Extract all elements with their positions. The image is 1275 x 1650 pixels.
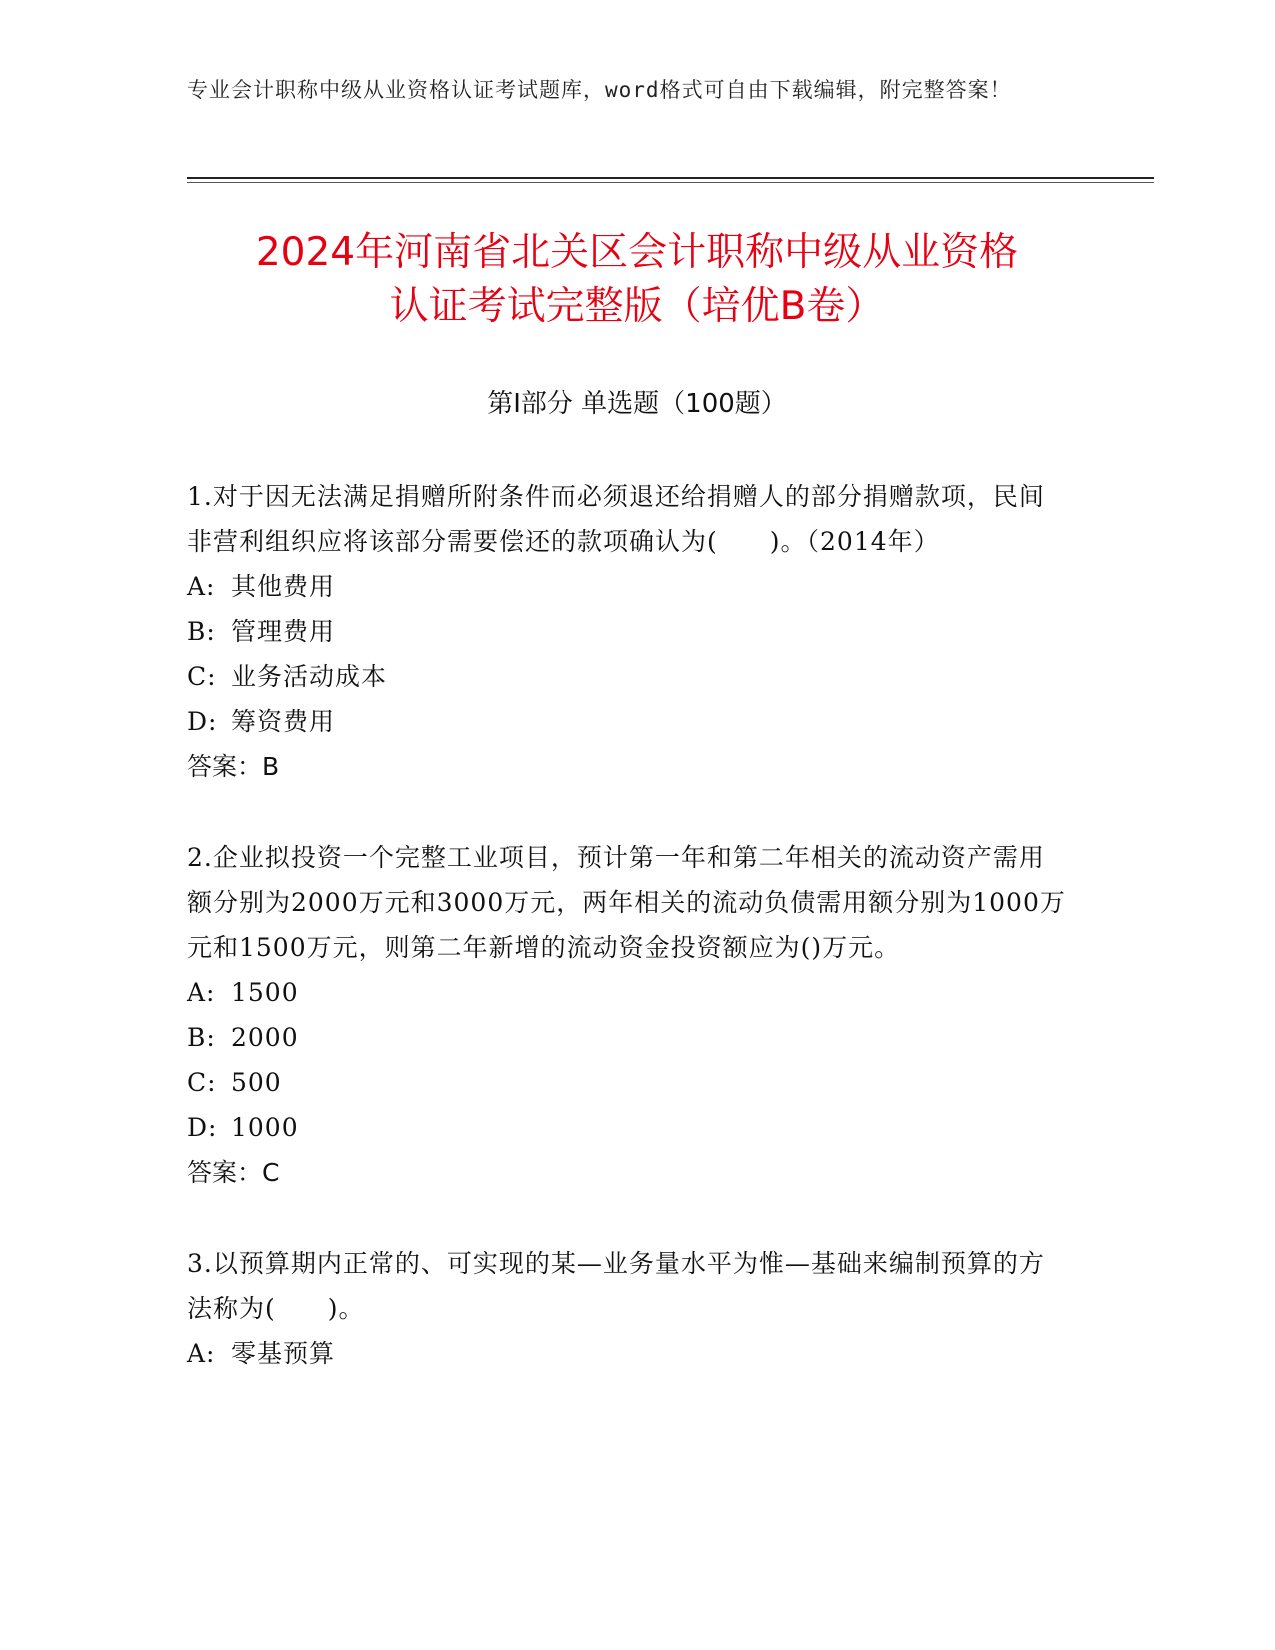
question-3 (187, 1241, 1067, 1376)
option-text: 其他费用 (231, 572, 336, 601)
document-title-line-1: 2024年河南省北关区会计职称中级从业资格 (255, 230, 1019, 275)
option-d (187, 699, 1067, 744)
option-text: 管理费用 (231, 617, 336, 646)
question-list (187, 474, 1067, 1422)
option-letter: B: (187, 1023, 216, 1052)
option-text: 1500 (231, 978, 299, 1007)
question-stem: 1.对于因无法满足捐赠所附条件而必须退还给捐赠人的部分捐赠款项，民间非营利组织应将该部分需要偿还的款项确认为( )。（2014年） (187, 482, 1045, 556)
question-stem: 2.企业拟投资一个完整工业项目，预计第一年和第二年相关的流动资产需用额分别为2000万元和3000万元，两年相关的流动负债需用额分别为1000万元和1500万元，则第二年新增的流动资金投资额应为()万元。 (187, 843, 1066, 962)
question-stem: 3.以预算期内正常的、可实现的某—业务量水平为惟—基础来编制预算的方法称为( )。 (187, 1249, 1045, 1323)
option-c (187, 654, 1067, 699)
answer: 答案：B (187, 752, 280, 781)
option-text: 业务活动成本 (231, 662, 388, 691)
option-letter: B: (187, 617, 216, 646)
option-text: 零基预算 (231, 1339, 336, 1368)
section-title: 第I部分 单选题（100题） (487, 389, 787, 419)
header-divider-thick (187, 177, 1154, 179)
option-text: 1000 (231, 1113, 299, 1142)
option-b (187, 609, 1067, 654)
option-letter: D: (187, 707, 218, 736)
option-a (187, 564, 1067, 609)
option-b (187, 1015, 1067, 1060)
question-1 (187, 474, 1067, 789)
option-text: 筹资费用 (231, 707, 336, 736)
option-c (187, 1060, 1067, 1105)
document-title-line-2: 认证考试完整版（培优B卷） (389, 284, 885, 329)
question-2 (187, 835, 1067, 1195)
option-letter: A: (187, 978, 216, 1007)
option-letter: C: (187, 662, 217, 691)
option-letter: C: (187, 1068, 217, 1097)
header-divider-thin (187, 182, 1154, 183)
option-a (187, 1331, 1067, 1376)
document-title (187, 226, 1087, 334)
option-d (187, 1105, 1067, 1150)
option-letter: A: (187, 1339, 216, 1368)
option-letter: D: (187, 1113, 218, 1142)
option-a (187, 970, 1067, 1015)
header-note: 专业会计职称中级从业资格认证考试题库，word格式可自由下载编辑，附完整答案！ (187, 78, 1012, 102)
answer: 答案：C (187, 1158, 280, 1187)
option-text: 2000 (231, 1023, 299, 1052)
option-letter: A: (187, 572, 216, 601)
option-text: 500 (231, 1068, 282, 1097)
